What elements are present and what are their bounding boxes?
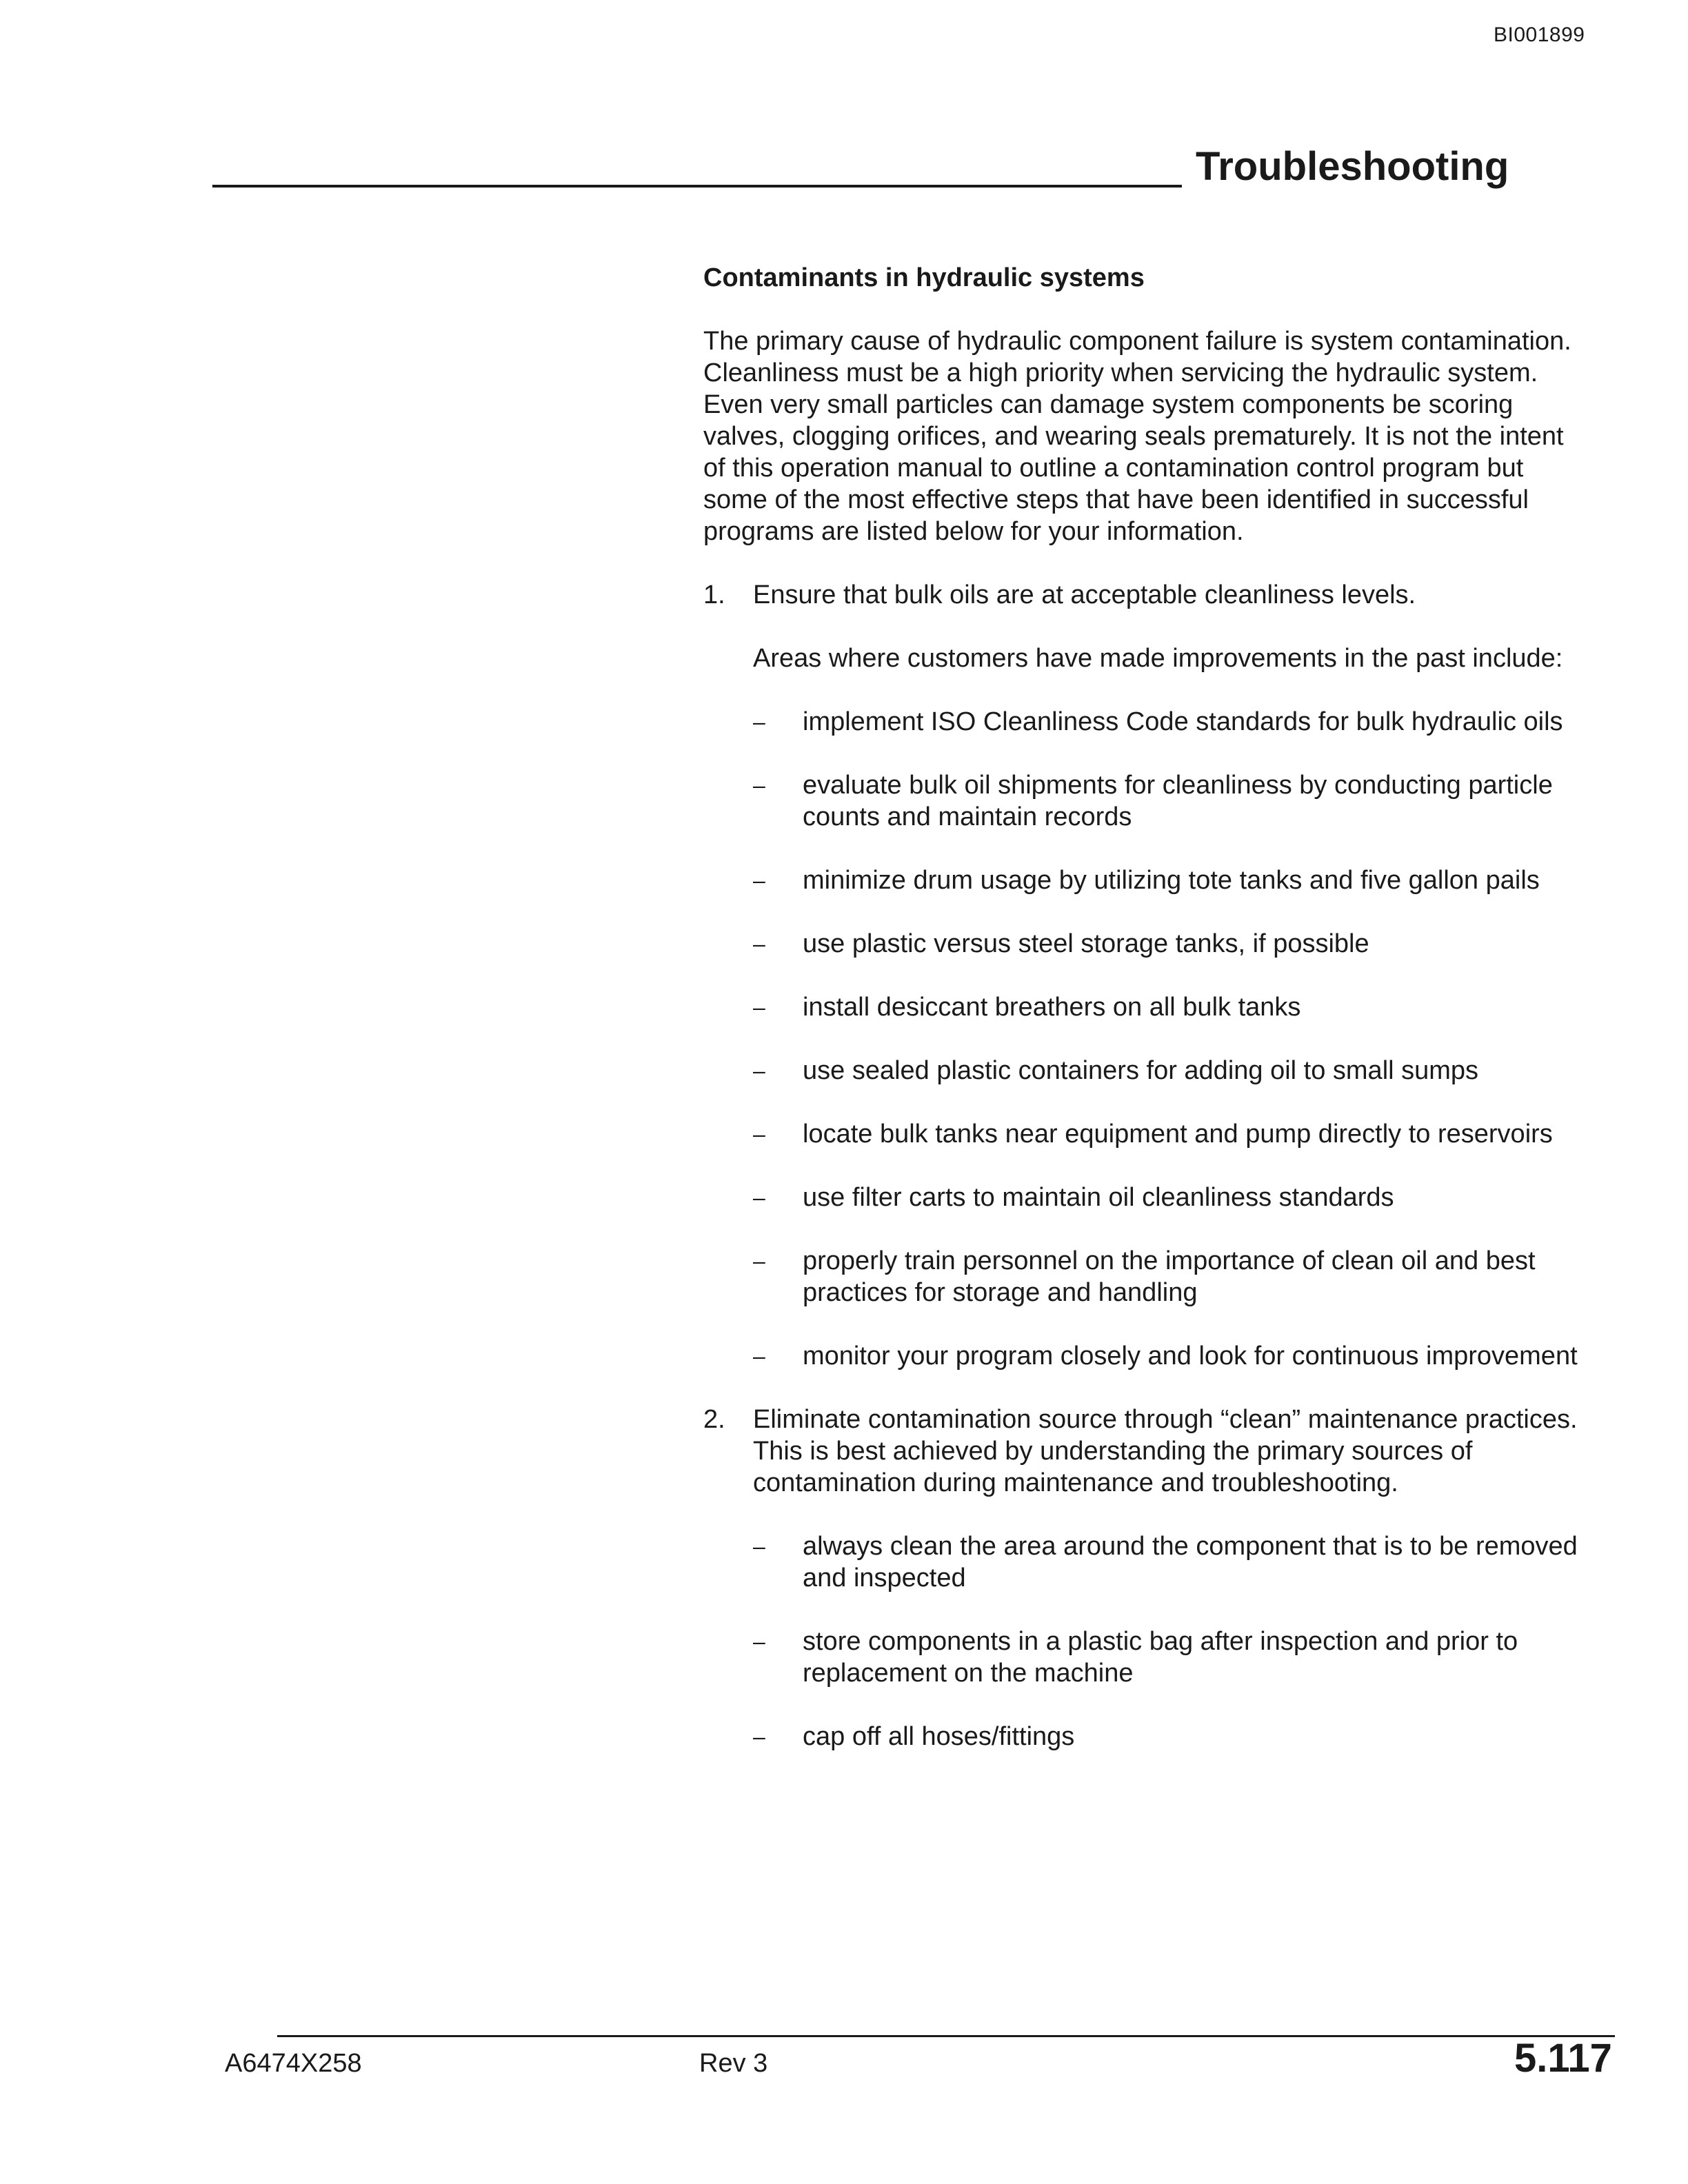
- list-item-text: store components in a plastic bag after inspection and prior to replacement on the machine: [803, 1627, 1518, 1688]
- list-item: [703, 1118, 1586, 1150]
- item-1-subparagraph: Areas where customers have made improvements in the past include:: [753, 644, 1563, 673]
- list-item: [703, 1245, 1586, 1308]
- list-item-text: implement ISO Cleanliness Code standards for bulk hydraulic oils: [803, 707, 1563, 736]
- numbered-item-2: [703, 1404, 1586, 1499]
- list-item: [703, 769, 1586, 833]
- list-item-text: use filter carts to maintain oil cleanliness standards: [803, 1183, 1394, 1212]
- list-item-text: properly train personnel on the importance of clean oil and best practices for storage and handling: [803, 1246, 1536, 1307]
- main-content: [703, 262, 1586, 1784]
- list-item: [703, 1340, 1586, 1372]
- numbered-item-1: [703, 579, 1586, 611]
- footer-part-number: A6474X258: [225, 2049, 362, 2078]
- item-text: Eliminate contamination source through “clean” maintenance practices. This is best achieved by understanding the primary sources of contamination during maintenance and troubleshooting.: [753, 1405, 1578, 1497]
- item-number: 1.: [703, 580, 725, 609]
- list-item-text: monitor your program closely and look for continuous improvement: [803, 1342, 1578, 1371]
- dash-bullet: –: [753, 1344, 765, 1368]
- dash-bullet: –: [753, 1534, 765, 1559]
- list-item-text: always clean the area around the component that is to be removed and inspected: [803, 1532, 1578, 1593]
- dash-bullet: –: [753, 1058, 765, 1083]
- page-number: 5.117: [1514, 2036, 1612, 2081]
- footer-rule: [277, 2035, 1615, 2037]
- dash-bullet: –: [753, 1724, 765, 1749]
- dash-bullet: –: [753, 1248, 765, 1273]
- section-title: Troubleshooting: [1196, 144, 1509, 189]
- list-item: [703, 1626, 1586, 1689]
- dash-bullet: –: [753, 1185, 765, 1210]
- dash-bullet: –: [753, 995, 765, 1020]
- list-item: [703, 1530, 1586, 1594]
- dash-bullet: –: [753, 709, 765, 734]
- item-number: 2.: [703, 1405, 725, 1434]
- list-item: [703, 1721, 1586, 1752]
- list-item: [703, 865, 1586, 896]
- list-item-text: evaluate bulk oil shipments for cleanliness by conducting particle counts and maintain records: [803, 771, 1553, 831]
- list-item: [703, 1055, 1586, 1086]
- footer-revision: Rev 3: [699, 2049, 768, 2078]
- dash-bullet: –: [753, 1629, 765, 1654]
- list-item-text: use sealed plastic containers for adding oil to small sumps: [803, 1056, 1479, 1085]
- list-item: [703, 991, 1586, 1023]
- header-rule: [212, 185, 1182, 188]
- dash-bullet: –: [753, 1122, 765, 1146]
- list-item: [703, 1182, 1586, 1213]
- list-item-text: minimize drum usage by utilizing tote tanks and five gallon pails: [803, 866, 1540, 895]
- list-item: [703, 928, 1586, 960]
- list-item-text: locate bulk tanks near equipment and pump directly to reservoirs: [803, 1120, 1553, 1149]
- dash-bullet: –: [753, 931, 765, 956]
- list-item: [703, 706, 1586, 738]
- list-item-text: use plastic versus steel storage tanks, if possible: [803, 929, 1369, 958]
- list-item-text: install desiccant breathers on all bulk tanks: [803, 993, 1301, 1022]
- dash-bullet: –: [753, 773, 765, 798]
- item-text: Ensure that bulk oils are at acceptable cleanliness levels.: [753, 580, 1416, 609]
- document-id: BI001899: [1494, 23, 1585, 46]
- list-item-text: cap off all hoses/fittings: [803, 1722, 1075, 1751]
- dash-bullet: –: [753, 868, 765, 893]
- intro-paragraph: The primary cause of hydraulic component failure is system contamination. Cleanliness must be a high priority when servicing the hydraulic system. Even very small particles can damage system components be scoring valves, clogging orifices, and wearing seals prematurely. It is not the intent of this operation manual to outline a contamination control program but some of the most effective steps that have been identified in successful programs are listed below for your information.: [703, 327, 1571, 546]
- section-heading: Contaminants in hydraulic systems: [703, 263, 1145, 292]
